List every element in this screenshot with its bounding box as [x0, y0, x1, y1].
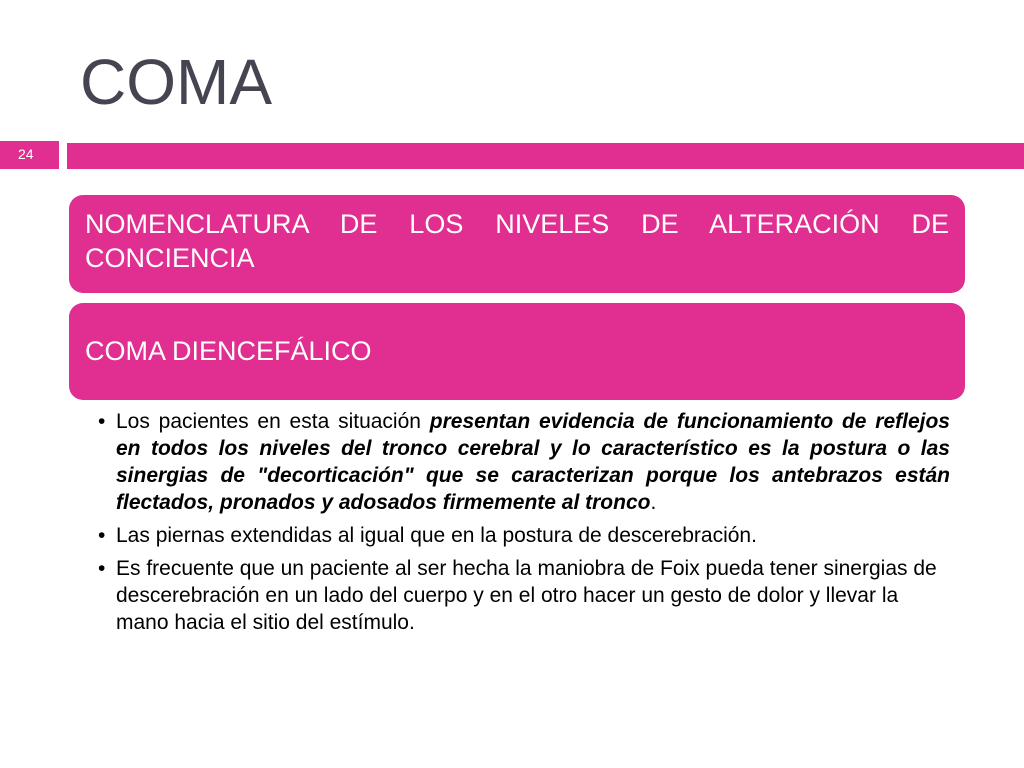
bullet-icon: • — [98, 557, 106, 580]
slide-number-badge — [0, 141, 59, 169]
bullet-text: Las piernas extendidas al igual que en la postura de descerebración. — [116, 524, 757, 547]
heading-box-diencephalic-coma: COMA DIENCEFÁLICO — [69, 303, 965, 400]
bullet-text-emphasis: presentan evidencia de funcionamiento de reflejos en todos los niveles del tronco cerebral y lo característico es la postura o las sinergias de "decorticación" que se caracterizan porque los antebrazos están flectados, pronados y adosados firmemente al tronco — [116, 410, 950, 514]
bullet-icon: • — [98, 524, 106, 547]
header-divider-bar — [67, 143, 1024, 169]
bullet-text: Es frecuente que un paciente al ser hecha la maniobra de Foix pueda tener sinergias de descerebración en un lado del cuerpo y en el otro hacer un gesto de dolor y llevar la mano hacia el sitio del estímulo. — [116, 557, 937, 634]
bullet-icon: • — [98, 410, 106, 433]
heading-box-nomenclature: NOMENCLATURA DE LOS NIVELES DE ALTERACIÓN DE CONCIENCIA — [69, 195, 965, 293]
slide-number: 24 — [18, 146, 34, 162]
bullet-text-start: Los pacientes en esta situación — [116, 410, 430, 433]
bullet-item — [98, 555, 950, 636]
bullet-text-end: . — [650, 491, 657, 514]
slide-title: COMA — [80, 46, 272, 118]
bullet-list — [98, 408, 950, 642]
bullet-item — [98, 522, 950, 549]
bullet-item — [98, 408, 950, 516]
